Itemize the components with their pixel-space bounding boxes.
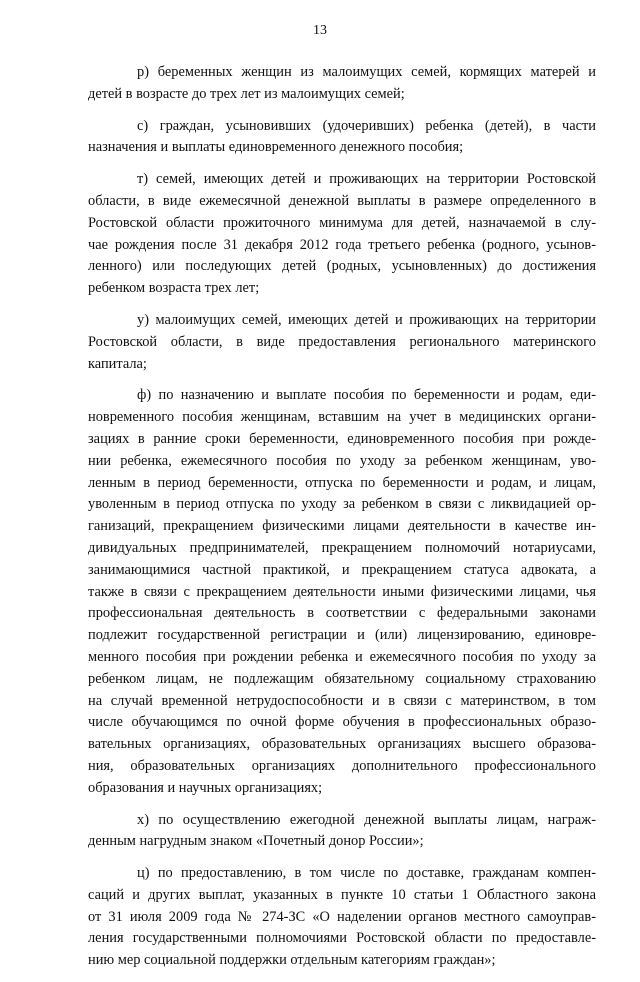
paragraph-h <box>88 810 596 854</box>
paragraph-line: на случай временной нетрудоспособности и в связи с материнством, в том <box>88 692 596 709</box>
paragraph-line: денным нагрудным знаком «Почетный донор России»; <box>88 833 424 850</box>
paragraph-line: образования и научных организациях; <box>88 779 323 796</box>
paragraph-line: назначения и выплаты единовременного денежного пособия; <box>88 139 464 156</box>
paragraph-line: Ростовской области, в виде предоставления регионального материнского <box>88 333 596 350</box>
paragraph-line: ц) по предоставлению, в том числе по доставке, гражданам компен- <box>137 865 596 882</box>
paragraph-line: ления государственными полномочиями Ростовской области по предоставле- <box>88 930 596 947</box>
paragraph-u <box>88 310 596 375</box>
paragraph-line: ленным в период беременности, отпуска по беременности и родам, и лицам, <box>88 474 596 491</box>
paragraph-line: новременного пособия женщинам, вставшим на учет в медицинских органи- <box>88 409 596 426</box>
paragraph-line: области, в виде ежемесячной денежной выплаты в размере определенного в <box>88 192 596 209</box>
paragraph-line: занимающимися частной практикой, и прекращением статуса адвоката, а <box>88 561 596 578</box>
paragraph-line: ф) по назначению и выплате пособия по беременности и родам, еди- <box>137 387 596 404</box>
paragraph-line: уволенным в период отпуска по уходу за ребенком в связи с ликвидацией ор- <box>88 496 596 513</box>
paragraph-line: зациях в ранние сроки беременности, единовременного пособия при рожде- <box>88 430 596 447</box>
paragraph-line: у) малоимущих семей, имеющих детей и проживающих на территории <box>137 311 596 328</box>
paragraph-line: вательных организациях, образовательных организациях высшего образова- <box>88 736 596 753</box>
paragraph-line: от 31 июля 2009 года № 274-ЗС «О наделении органов местного самоуправ- <box>88 908 596 925</box>
paragraph-line: ребенком возраста трех лет; <box>88 280 260 297</box>
paragraph-line: Ростовской области прожиточного минимума для детей, назначаемой в слу- <box>88 214 596 231</box>
paragraph-line: с) граждан, усыновивших (удочеривших) ребенка (детей), в части <box>137 117 596 134</box>
document-body <box>88 62 596 982</box>
paragraph-line: числе обучающимся по очной форме обучения в профессиональных образо- <box>88 714 596 731</box>
paragraph-line: менного пособия при рождении ребенка и ежемесячного пособия по уходу за <box>88 648 596 665</box>
paragraph-line: подлежит государственной регистрации и (или) лицензированию, единовре- <box>88 627 596 644</box>
paragraph-f <box>88 385 596 799</box>
paragraph-line: чае рождения после 31 декабря 2012 года третьего ребенка (родного, усынов- <box>88 236 596 253</box>
page-number: 13 <box>313 23 327 38</box>
paragraph-line: т) семей, имеющих детей и проживающих на территории Ростовской <box>137 171 596 188</box>
paragraph-p <box>88 62 596 106</box>
paragraph-line: ребенком лицам, не подлежащим обязательному социальному страхованию <box>88 670 596 687</box>
paragraph-ts <box>88 863 596 972</box>
paragraph-line: также в связи с прекращением деятельности иными физическими лицами, чья <box>88 583 596 600</box>
paragraph-s <box>88 116 596 160</box>
paragraph-line: дивидуальных предпринимателей, прекращением полномочий нотариусами, <box>88 539 596 556</box>
paragraph-line: детей в возрасте до трех лет из малоимущих семей; <box>88 85 405 102</box>
paragraph-line: ганизаций, прекращением физическими лицами деятельности в качестве ин- <box>88 518 596 535</box>
paragraph-line: нию мер социальной поддержки отдельным категориям граждан»; <box>88 952 496 969</box>
paragraph-line: капитала; <box>88 355 147 372</box>
paragraph-line: р) беременных женщин из малоимущих семей, кормящих матерей и <box>137 64 596 80</box>
paragraph-line: ния, образовательных организациях дополнительного профессионального <box>88 757 596 774</box>
paragraph-line: х) по осуществлению ежегодной денежной выплаты лицам, награж- <box>137 811 596 828</box>
paragraph-t <box>88 169 596 300</box>
paragraph-line: саций и других выплат, указанных в пункте 10 статьи 1 Областного закона <box>88 886 596 903</box>
paragraph-line: профессиональная деятельность в соответствии с федеральными законами <box>88 605 596 622</box>
paragraph-line: нии ребенка, ежемесячного пособия по уходу за ребенком женщинам, уво- <box>88 452 596 469</box>
paragraph-line: ленного) или последующих детей (родных, усыновленных) до достижения <box>88 258 596 275</box>
